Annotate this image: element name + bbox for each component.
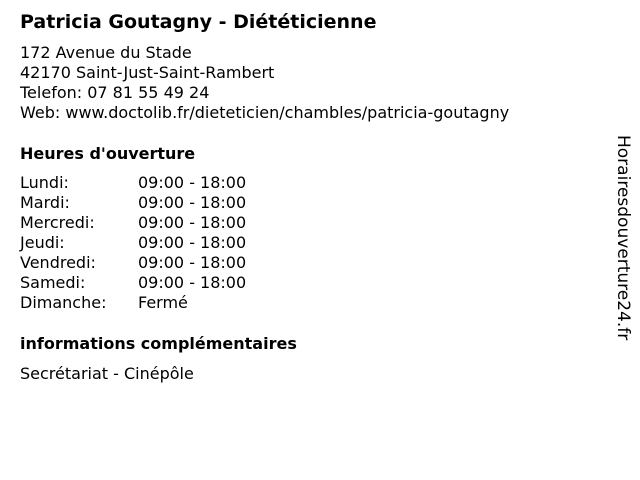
address-city: 42170 Saint-Just-Saint-Rambert xyxy=(20,63,275,82)
time-value: 09:00 - 18:00 xyxy=(138,253,247,272)
hours-table xyxy=(20,173,246,313)
business-title: Patricia Goutagny - Diététicienne xyxy=(20,11,377,33)
site-watermark: Horairesdouverture24.fr xyxy=(613,135,633,341)
hours-row xyxy=(20,273,246,293)
hours-row xyxy=(20,253,246,273)
hours-row xyxy=(20,213,246,233)
day-label: Dimanche: xyxy=(20,293,107,312)
phone-text: Telefon: 07 81 55 49 24 xyxy=(20,83,210,102)
extra-info-heading: informations complémentaires xyxy=(20,334,297,353)
hours-row xyxy=(20,233,246,253)
hours-row xyxy=(20,193,246,213)
time-value: 09:00 - 18:00 xyxy=(138,173,247,192)
website-text: Web: www.doctolib.fr/dieteticien/chambles/patricia-goutagny xyxy=(20,103,510,122)
time-value: 09:00 - 18:00 xyxy=(138,273,247,292)
day-label: Mercredi: xyxy=(20,213,95,232)
day-label: Jeudi: xyxy=(20,233,65,252)
day-label: Samedi: xyxy=(20,273,86,292)
address-street: 172 Avenue du Stade xyxy=(20,43,192,62)
day-label: Vendredi: xyxy=(20,253,96,272)
time-value: Fermé xyxy=(138,293,188,312)
time-value: 09:00 - 18:00 xyxy=(138,233,247,252)
time-value: 09:00 - 18:00 xyxy=(138,213,247,232)
hours-row xyxy=(20,293,246,313)
contact-block xyxy=(20,43,509,123)
hours-row xyxy=(20,173,246,193)
hours-heading: Heures d'ouverture xyxy=(20,144,196,163)
extra-info-text: Secrétariat - Cinépôle xyxy=(20,364,194,383)
time-value: 09:00 - 18:00 xyxy=(138,193,247,212)
day-label: Mardi: xyxy=(20,193,70,212)
day-label: Lundi: xyxy=(20,173,69,192)
